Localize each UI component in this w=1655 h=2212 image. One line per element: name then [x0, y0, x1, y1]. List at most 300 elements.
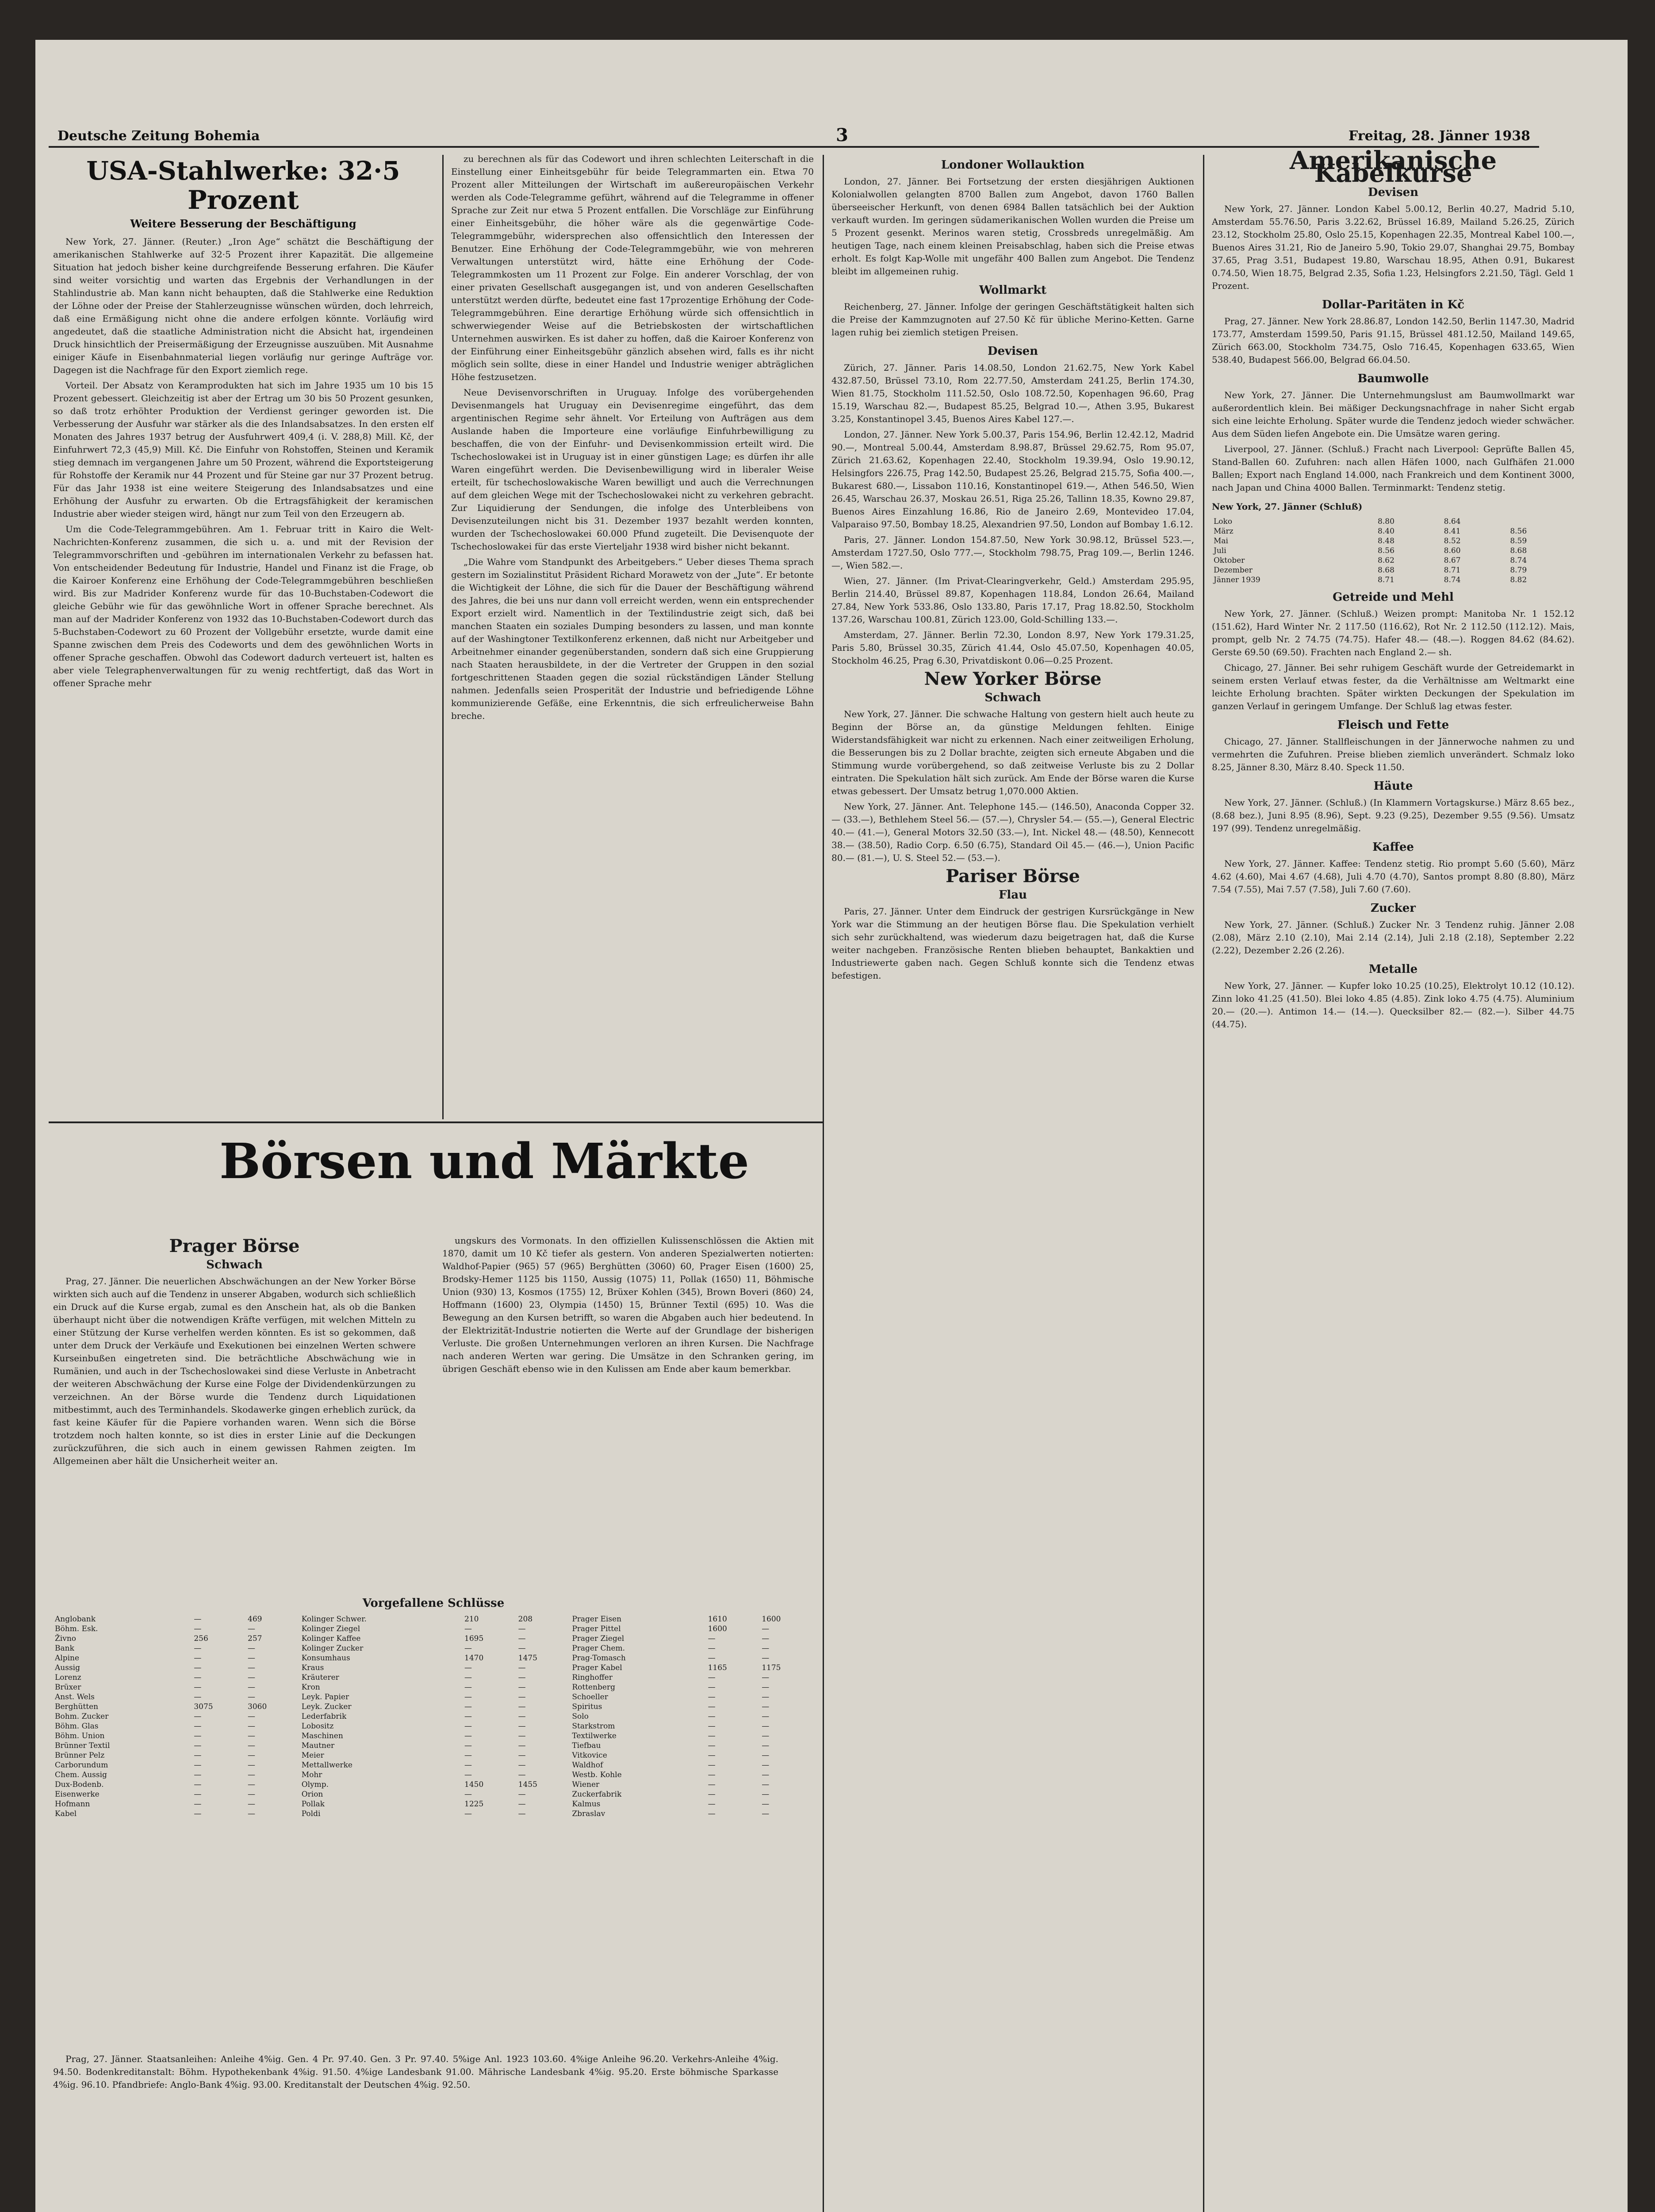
table-cell: — — [518, 1732, 526, 1740]
table-cell: — — [708, 1673, 716, 1682]
table-cell: — — [194, 1809, 202, 1818]
table-cell: — — [762, 1761, 770, 1770]
table-cell: — — [708, 1770, 716, 1779]
article-paragraph: Chicago, 27. Jänner. Stallfleischungen in der Jännerwoche nahmen zu und vermehrten die Zufuhren. Preise blieben ziemlich unverändert. Schmalz loko 8.25, Jänner 8.30, März 8.40. Speck 11.50. — [1212, 736, 1575, 772]
article-paragraph: New York, 27. Jänner. Kaffee: Tendenz stetig. Rio prompt 5.60 (5.60), März 4.62 (4.60), Mai 4.67 (4.68), Juli 4.70 (4.70), Santos prompt 8.80 (8.80), März 7.54 (7.55), Mai 7.57 (7.58), Juli 7.60 (7.60). — [1212, 858, 1575, 895]
table-cell: — — [248, 1644, 256, 1653]
table-cell: Kolinger Kaffee — [301, 1634, 361, 1643]
page-number: 3 — [836, 125, 848, 146]
table-cell: — — [194, 1683, 202, 1692]
table-cell: 1470 — [464, 1654, 484, 1663]
table-cell: Konsumhaus — [301, 1654, 350, 1663]
table-cell: Bank — [55, 1644, 74, 1653]
table-cell: 8.60 — [1444, 546, 1461, 555]
table-cell: Prager Eisen — [572, 1615, 622, 1624]
table-row — [53, 1790, 814, 1799]
table-cell: Leyk. Zucker — [301, 1702, 352, 1711]
hides-title: Häute — [1373, 780, 1413, 793]
cotton-table-title: New York, 27. Jänner (Schluß) — [1212, 501, 1363, 512]
table-cell: — — [708, 1751, 716, 1760]
table-cell: 8.74 — [1444, 576, 1461, 584]
table-cell: Oktober — [1214, 556, 1245, 565]
prague-exchange-title: Prager Börse — [169, 1236, 300, 1256]
article-paragraph: London, 27. Jänner. Bei Fortsetzung der ersten diesjährigen Auktionen Kolonialwollen gelangten 8700 Ballen zum Angebot, davon 1760 Ballen überseeischer Herkunft, von denen 6984 Ballen tatsächlich bei der Auktion verkauft wurden. Im geringen südamerikanischen Wollen wurden die Preise um 5 Prozent gesenkt. Merinos waren stetig, Crossbreds unregelmäßig. Am heutigen Tage, nach einem kleinen Preisabschlag, haben sich die Preise etwas erholt. Es folgt Kap-Wolle mit ungefähr 400 Ballen zum Angebot. Die Tendenz bleibt im allgemeinen ruhig. — [831, 176, 1194, 276]
table-cell: 8.52 — [1444, 537, 1461, 545]
table-row — [53, 1770, 814, 1780]
table-cell: Böhm. Esk. — [55, 1624, 98, 1633]
table-cell: — — [518, 1702, 526, 1711]
table-cell: — — [708, 1693, 716, 1701]
table-cell: — — [708, 1732, 716, 1740]
table-cell: — — [248, 1654, 256, 1663]
table-cell: Maschinen — [301, 1732, 343, 1740]
table-cell: — — [708, 1741, 716, 1750]
table-cell: — — [248, 1683, 256, 1692]
section-rule — [49, 1121, 823, 1123]
table-cell: — — [518, 1673, 526, 1682]
table-cell: — — [518, 1809, 526, 1818]
table-cell: 8.59 — [1510, 537, 1527, 545]
table-cell: — — [464, 1770, 472, 1779]
article-paragraph: Paris, 27. Jänner. London 154.87.50, New York 30.98.12, Brüssel 523.—, Amsterdam 1727.50, Oslo 777.—, Stockholm 798.75, Prag 109.—, Berlin 1246.—, Wien 582.—. — [831, 534, 1194, 571]
table-cell: 8.79 — [1510, 566, 1527, 575]
table-row — [53, 1741, 814, 1751]
table-cell: 8.71 — [1378, 576, 1394, 584]
paris-exchange-tendency: Flau — [998, 888, 1027, 902]
table-cell: — — [518, 1761, 526, 1770]
table-cell: Vitkovice — [572, 1751, 607, 1760]
table-cell: Brünner Pelz — [55, 1751, 105, 1760]
table-cell: Wiener — [572, 1780, 600, 1789]
closed-quotes-table — [53, 1614, 814, 1819]
table-cell: — — [708, 1654, 716, 1663]
table-row — [53, 1702, 814, 1712]
table-cell: — — [248, 1800, 256, 1809]
article-paragraph: Wien, 27. Jänner. (Im Privat-Clearingverkehr, Geld.) Amsterdam 295.95, Berlin 214.40, Brüssel 89.87, Kopenhagen 118.84, London 26.64, Mailand 27.84, New York 533.86, Oslo 133.80, Paris 17.17, Prag 18.82.50, Stockholm 137.26, Warschau 100.81, Zürich 123.00, Gold-Schilling 133.—. — [831, 576, 1194, 625]
table-cell: — — [194, 1663, 202, 1672]
table-cell: Prager Chem. — [572, 1644, 625, 1653]
closed-quotes-block — [53, 1593, 814, 1819]
table-row — [53, 1712, 814, 1721]
table-cell: Kolinger Schwer. — [301, 1615, 367, 1624]
table-cell: — — [762, 1634, 770, 1643]
table-cell: — — [518, 1712, 526, 1721]
issue-date: Freitag, 28. Jänner 1938 — [1349, 128, 1530, 144]
table-cell: 1600 — [762, 1615, 781, 1624]
table-cell: Prag-Tomasch — [572, 1654, 626, 1663]
table-cell: — — [762, 1800, 770, 1809]
coffee-title: Kaffee — [1372, 841, 1414, 854]
table-cell: — — [518, 1751, 526, 1760]
table-cell: 208 — [518, 1615, 533, 1624]
table-cell: Starkstrom — [572, 1722, 615, 1731]
dollar-parity-title: Dollar-Paritäten in Kč — [1322, 298, 1464, 311]
table-cell: — — [708, 1722, 716, 1731]
table-cell: — — [248, 1751, 256, 1760]
article-paragraph: New York, 27. Jänner. Die schwache Haltung von gestern hielt auch heute zu Beginn der Börse an, da günstige Meldungen fehlten. Einige Widerstandsfähigkeit war nicht zu erkennen. Nach einer zeitweiligen Erholung, die Besserungen bis zu 2 Dollar brachte, zeigten sich erneute Abgaben und die Stimmung wurde vorübergehend, so daß zeitweise Verluste bis zu 2 Dollar eintraten. Die Spekulation hält sich zurück. Am Ende der Börse waren die Kurse etwas gebessert. Der Umsatz betrug 1,070.000 Aktien. — [831, 709, 1194, 796]
table-cell: — — [464, 1741, 472, 1750]
table-row — [1212, 517, 1575, 526]
table-cell: — — [762, 1683, 770, 1692]
table-cell: Anglobank — [55, 1615, 96, 1624]
article-paragraph: zu berechnen als für das Codewort und ihren schlechten Leiterschaft in die Einstellung einer Einheitsgebühr für beide Telegrammarten ein. Etwa 70 Prozent aller Mitteilungen der Wirtschaft im außereuropäischen Verkehr werden als Code-Telegramme geführt, während auf die Telegramme in offener Sprache zur Zeit nur etwa 5 Prozent entfallen. Die Vorschläge zur Einführung einer Einheitsgebühr, die höher wäre als die gegenwärtige Code-Telegrammgebühr, widersprechen also offensichtlich den Interessen der Benutzer. Eine Erhöhung der Code-Telegrammgebühr, wie von mehreren Verwaltungen unterstützt wird, hätte eine Erhöhung der Code-Telegrammkosten um 11 Prozent zur Folge. Ein anderer Vorschlag, der von einer privaten Gesellschaft ausgegangen ist, und von anderen Gesellschaften unterstützt werden dürfte, bedeutet eine fast 17prozentige Erhöhung der Code-Telegrammgebühren. Eine derartige Erhöhung würde sich offensichtlich in schwerwiegender Weise auf die Betriebskosten der wirtschaftlichen Unternehmen auswirken. Es ist daher zu hoffen, daß die Kairoer Konferenz von der Einführung einer Einheitsgebühr gänzlich absehen wird, falls es ihr nicht möglich sein sollte, diese in einer Handel und Industrie weniger abträglichen Höhe festzusetzen. — [451, 154, 814, 382]
table-cell: — — [762, 1780, 770, 1789]
table-cell: Poldi — [301, 1809, 321, 1818]
table-cell: — — [518, 1634, 526, 1643]
table-cell: — — [194, 1693, 202, 1701]
table-cell: Böhm. Union — [55, 1732, 105, 1740]
table-cell: Lorenz — [55, 1673, 81, 1682]
column-rule — [823, 155, 824, 2212]
table-row — [53, 1653, 814, 1663]
column-code-telegrams — [451, 153, 814, 725]
newspaper-name: Deutsche Zeitung Bohemia — [57, 128, 260, 144]
table-cell: 257 — [248, 1634, 262, 1643]
table-cell: — — [464, 1683, 472, 1692]
table-cell: — — [194, 1732, 202, 1740]
article-paragraph: New York, 27. Jänner. (Schluß.) (In Klammern Vortagskurse.) März 8.65 bez., (8.68 bez.), Juni 8.95 (8.96), Sept. 9.23 (9.25), Dezember 9.55 (9.56). Umsatz 197 (99). Tendenz unregelmäßig. — [1212, 797, 1575, 833]
table-cell: 8.56 — [1510, 527, 1527, 536]
table-cell: Mautner — [301, 1741, 335, 1750]
table-cell: — — [248, 1693, 256, 1701]
table-cell: 8.74 — [1510, 556, 1527, 565]
table-cell: Hofmann — [55, 1800, 90, 1809]
table-cell: Schoeller — [572, 1693, 608, 1701]
article-paragraph: London, 27. Jänner. New York 5.00.37, Paris 154.96, Berlin 12.42.12, Madrid 90.—, Montreal 5.00.44, Amsterdam 8.98.87, Brüssel 29.62.75, Rom 95.07, Zürich 21.63.62, Kopenhagen 22.40, Stockholm 19.39.94, Oslo 19.90.12, Helsingfors 226.75, Prag 142.50, Budapest 25.26, Belgrad 215.75, Sofia 400.—, Bukarest 680.—, Lissabon 110.16, Konstantinopel 619.—, Athen 546.50, Wien 26.45, Warschau 26.37, Moskau 26.51, Riga 25.26, Tallinn 18.35, Kowno 29.87, Buenos Aires Einzahlung 16.86, Rio de Janeiro 2.69, Montevideo 17.04, Valparaiso 97.50, Bombay 18.25, Alexandrien 97.50, London auf Bombay 1.6.12. — [831, 429, 1194, 530]
table-row — [53, 1751, 814, 1760]
table-cell: 8.71 — [1444, 566, 1461, 575]
table-cell: — — [248, 1673, 256, 1682]
table-cell: Brünner Textil — [55, 1741, 110, 1750]
table-cell: — — [518, 1693, 526, 1701]
table-cell: — — [248, 1732, 256, 1740]
column-rule — [1203, 155, 1204, 2212]
table-cell: — — [708, 1634, 716, 1643]
column-american-cables — [1212, 146, 1575, 1033]
article-headline: USA-Stahlwerke: 32·5 Prozent — [86, 156, 400, 215]
table-cell: 8.41 — [1444, 527, 1461, 536]
american-cables-title: Amerikanische Kabelkurse — [1289, 146, 1497, 188]
table-cell: — — [708, 1702, 716, 1711]
article-paragraph: Paris, 27. Jänner. Unter dem Eindruck der gestrigen Kursrückgänge in New York war die Stimmung an der heutigen Börse flau. Die Spekulation verhielt sich sehr zurückhaltend, was wiederum dazu beigetragen hat, daß die Kurse weiter nachgeben. Französische Renten blieben behauptet, Bankaktien und Industriewerte gaben nach. Gegen Schluß konnte sich die Tendenz etwas befestigen. — [831, 906, 1194, 981]
table-cell: 1165 — [708, 1663, 727, 1672]
table-cell: — — [194, 1800, 202, 1809]
table-row — [1212, 565, 1575, 575]
table-cell: Aussig — [55, 1663, 80, 1672]
table-cell: Eisenwerke — [55, 1790, 100, 1799]
table-cell: — — [194, 1761, 202, 1770]
table-cell: — — [518, 1663, 526, 1672]
table-row — [53, 1644, 814, 1653]
table-cell: Loko — [1214, 517, 1233, 526]
prague-exchange-right — [442, 1234, 814, 1378]
table-cell: Prager Ziegel — [572, 1634, 624, 1643]
wool-title: Wollmarkt — [979, 284, 1047, 297]
article-paragraph: Prag, 27. Jänner. Staatsanleihen: Anleihe 4%ig. Gen. 4 Pr. 97.40. Gen. 3 Pr. 97.40. 5%ige Anl. 1923 103.60. 4%ige Anleihe 96.20. Verkehrs-Anleihe 4%ig. 94.50. Bodenkreditanstalt: Böhm. Hypothekenbank 4%ig. 91.50. 4%ige Landesbank 91.00. Mährische Landesbank 4%ig. 95.20. Erste böhmische Sparkasse 4%ig. 96.10. Pfandbriefe: Anglo-Bank 4%ig. 93.00. Kreditanstalt der Deutschen 4%ig. 92.50. — [53, 2054, 778, 2090]
table-cell: Waldhof — [572, 1761, 603, 1770]
table-row — [53, 1673, 814, 1682]
table-cell: — — [464, 1702, 472, 1711]
table-cell: Kolinger Zucker — [301, 1644, 364, 1653]
table-cell: — — [762, 1644, 770, 1653]
table-cell: — — [248, 1809, 256, 1818]
table-cell: 210 — [464, 1615, 479, 1624]
table-cell: Böhm. Glas — [55, 1722, 99, 1731]
table-cell: — — [194, 1624, 202, 1633]
table-cell: — — [248, 1663, 256, 1672]
table-cell: Mettallwerke — [301, 1761, 352, 1770]
table-cell: — — [194, 1673, 202, 1682]
table-cell: — — [708, 1761, 716, 1770]
article-paragraph: Neue Devisenvorschriften in Uruguay. Infolge des vorübergehenden Devisenmangels hat Uruguay ein Devisenregime eingeführt, das dem argentinischen Regime sehr ähnelt. Vor Erteilung von Aufträgen aus dem Auslande haben die Importeure eine vorläufige Einfuhrbewilligung zu beschaffen, die von der Einfuhr- und Devisenkommission erteilt wird. Die Tschechoslowakei ist in Uruguay ist in einer günstigen Lage; es dürfen ihr alle Waren eingeführt werden. Die Devisenbewilligung wird in liberaler Weise erteilt, für tschechoslowakische Waren bewilligt und auch die Verrechnungen auf dem gleichen Wege mit der Tschechoslowakei nicht zu verkehren gebracht. Zur Liquidierung der Sendungen, die infolge des Unterbleibens von Devisenzuteilungen nicht bis 31. Dezember 1937 bezahlt werden konnten, wurden der Tschechoslowakei 60.000 Pfund zugeteilt. Die Devisenquote der Tschechoslowakei für das erste Vierteljahr 1938 wird bisher nicht bekannt. — [451, 387, 814, 552]
table-row — [53, 1721, 814, 1731]
table-cell: 1175 — [762, 1663, 781, 1672]
table-cell: Kolinger Ziegel — [301, 1624, 360, 1633]
table-cell: — — [518, 1741, 526, 1750]
table-row — [53, 1809, 814, 1819]
table-cell: — — [464, 1624, 472, 1633]
table-cell: 8.48 — [1378, 537, 1394, 545]
table-row — [53, 1682, 814, 1692]
table-cell: — — [464, 1722, 472, 1731]
table-cell: Alpine — [55, 1654, 80, 1663]
table-cell: — — [518, 1770, 526, 1779]
table-cell: — — [194, 1790, 202, 1799]
page-header — [49, 125, 1539, 148]
table-row — [1212, 575, 1575, 585]
table-cell: — — [518, 1624, 526, 1633]
table-cell: — — [464, 1663, 472, 1672]
article-paragraph: Prag, 27. Jänner. Die neuerlichen Abschwächungen an der New Yorker Börse wirkten sich auch auf die Tendenz in unserer Abgaben, wodurch sich schließlich ein Druck auf die Kurse ergab, zumal es den Anschein hat, als ob die Banken überhaupt nicht über die notwendigen Kräfte verfügen, mit welchen Mitteln zu einer Stützung der Kurse verhelfen werden könnten. Es ist so gekommen, daß unter dem Druck der Verkäufe und Exekutionen bei einzelnen Werten schwere Kurseinbußen eingetreten sind. Die beträchtliche Abschwächung wie in Rumänien, und auch in der Tschechoslowakei sind diese Verluste in Anbetracht der weiteren Abschwächung der Kurse eine Folge der Dividendenkürzungen zu verzeichnen. An der Börse wurde die Tendenz durch Liquidationen mitbestimmt, auch des Terminhandels. Skodawerke gingen erheblich zurück, da fast keine Käufer für die Papiere vorhanden waren. Wenn sich die Börse trotzdem noch halten konnte, so ist dies in erster Linie auf die Deckungen zurückzuführen, die sich auch in einem gewissen Rahmen zeigten. Im Allgemeinen aber hält die Unsicherheit weiter an. — [53, 1276, 416, 1466]
table-cell: Ringhoffer — [572, 1673, 613, 1682]
table-cell: — — [194, 1615, 202, 1624]
table-cell: 8.68 — [1378, 566, 1394, 575]
table-row — [53, 1731, 814, 1741]
table-cell: Dux-Bodenb. — [55, 1780, 104, 1789]
table-cell: — — [762, 1702, 770, 1711]
table-cell: Mohr — [301, 1770, 322, 1779]
table-cell: Kräuterer — [301, 1673, 339, 1682]
table-cell: 8.62 — [1378, 556, 1394, 565]
table-cell: — — [708, 1780, 716, 1789]
article-paragraph: Um die Code-Telegrammgebühren. Am 1. Februar tritt in Kairo die Welt-Nachrichten-Konferenz zusammen, die sich u. a. und mit der Revision der Telegrammvorschriften und -gebühren im internationalen Verkehr zu befassen hat. Von entscheidender Bedeutung für Industrie, Handel und Finanz ist die Frage, ob die Kairoer Konferenz eine Erhöhung der Code-Telegrammgebühren beschließen wird. Bis zur Madrider Konferenz wurde für das 10-Buchstaben-Codewort die gleiche Gebühr wie für das gewöhnliche Wort in offener Sprache berechnet. Als man auf der Madrider Konferenz von 1932 das 10-Buchstaben-Codewort durch das 5-Buchstaben-Codewort zu 60 Prozent der Vollgebühr ersetzte, wurde damit eine Spanne zwischen dem Preis des Codeworts und dem des gewöhnlichen Worts in offener Sprache geschaffen. Obwohl das Codewort dadurch verteuert ist, halten es aber viele Telegraphenverwaltungen für zu wenig rechtfertigt, daß das Wort in offener Sprache mehr — [53, 524, 433, 688]
table-row — [53, 1760, 814, 1770]
table-cell: Orion — [301, 1790, 323, 1799]
table-cell: — — [464, 1790, 472, 1799]
table-cell: 8.64 — [1444, 517, 1461, 526]
table-row — [53, 1614, 814, 1624]
table-cell: Berghütten — [55, 1702, 99, 1711]
table-cell: Brüxer — [55, 1683, 81, 1692]
table-cell: Lederfabrik — [301, 1712, 347, 1721]
article-subheadline: Weitere Besserung der Beschäftigung — [130, 217, 356, 230]
table-cell: 256 — [194, 1634, 208, 1643]
devisen-title: Devisen — [1368, 186, 1419, 199]
table-cell: 1225 — [464, 1800, 484, 1809]
table-cell: 8.68 — [1510, 546, 1527, 555]
table-cell: 1600 — [708, 1624, 727, 1633]
article-paragraph: Vorteil. Der Absatz von Keramprodukten hat sich im Jahre 1935 um 10 bis 15 Prozent gebessert. Gleichzeitig ist aber der Ertrag um 30 bis 50 Prozent gesunken, so daß trotz erhöhter Produktion der Verdienst geringer geworden ist. Die Verbesserung der Ausfuhr war stärker als die des Inlandsabsatzes. In den ersten elf Monaten des Jahres 1937 betrug der Ausfuhrwert 409,4 (i. V. 288,8) Mill. Kč, der Einfuhrwert 72,3 (45,9) Mill. Kč. Die Einfuhr von Rohstoffen, Steinen und Keramik stieg demnach im vergangenen Jahre um 50 Prozent, während die Exportsteigerung für Rohstoffe der Keramik nur 44 Prozent und für Steine gar nur 37 Prozent betrug. Für das Jahr 1938 ist eine weitere Steigerung des Inlandsabsatzes und eine Erhöhung der Ausfuhr zu erwarten. Ob die Ertragsfähigkeit der keramischen Industrie aber wieder steigen wird, hängt nur zum Teil von den Erzeugern ab. — [53, 380, 433, 519]
table-row — [53, 1624, 814, 1634]
section-headline: Börsen und Märkte — [219, 1133, 749, 1190]
ny-exchange-title: New Yorker Börse — [924, 668, 1102, 689]
table-cell: Prager Kabel — [572, 1663, 622, 1672]
table-row — [1212, 536, 1575, 546]
table-cell: Kraus — [301, 1663, 324, 1672]
table-cell: — — [762, 1654, 770, 1663]
table-cell: — — [762, 1673, 770, 1682]
column-usa-steel — [53, 153, 433, 692]
devisen-title: Devisen — [987, 345, 1038, 358]
grain-title: Getreide und Mehl — [1333, 591, 1454, 604]
prague-exchange-tendency: Schwach — [206, 1258, 263, 1271]
table-cell: — — [708, 1809, 716, 1818]
table-row — [1212, 526, 1575, 536]
table-cell: — — [762, 1712, 770, 1721]
table-cell: — — [248, 1741, 256, 1750]
table-cell: — — [464, 1751, 472, 1760]
table-cell: — — [708, 1644, 716, 1653]
table-cell: — — [762, 1790, 770, 1799]
table-cell: — — [248, 1722, 256, 1731]
table-cell: Lobositz — [301, 1722, 334, 1731]
table-cell: 3075 — [194, 1702, 213, 1711]
article-paragraph: New York, 27. Jänner. (Schluß.) Zucker Nr. 3 Tendenz ruhig. Jänner 2.08 (2.08), März 2.10 (2.10), Mai 2.14 (2.14), Juli 2.18 (2.18), September 2.22 (2.22), Dezember 2.26 (2.26). — [1212, 919, 1575, 956]
table-cell: — — [464, 1644, 472, 1653]
table-cell: — — [762, 1693, 770, 1701]
article-paragraph: New York, 27. Jänner. (Reuter.) „Iron Age“ schätzt die Beschäftigung der amerikanischen Stahlwerke auf 32·5 Prozent ihrer Kapazität. Die allgemeine Situation hat jedoch bisher keine durchgreifende Besserung erfahren. Die Käufer sind weiter vorsichtig und warten das Ergebnis der Verhandlungen in der Stahlindustrie ab. Man kann nicht behaupten, daß die Stahlwerke eine Reduktion der Löhne oder der Preise der Stahlerzeugnisse wünschen würden, doch lehrreich, daß eine Ermäßigung nicht ohne die andere erfolgen könnte. Vorläufig wird angedeutet, daß die staatliche Administration nicht die Absicht hat, irgendeinen Druck hinsichtlich der Preisermäßigung der Erzeugnisse auszuüben. Mit Ausnahme einiger Käufe in Eisenbahnmaterial liegen vorläufig nur geringe Aufträge vor. Dagegen ist die Nachfrage für den Export ziemlich rege. — [53, 236, 433, 375]
table-cell: 1610 — [708, 1615, 727, 1624]
table-cell: Westb. Kohle — [572, 1770, 622, 1779]
table-cell: Kabel — [55, 1809, 77, 1818]
article-paragraph: Liverpool, 27. Jänner. (Schluß.) Fracht nach Liverpool: Geprüfte Ballen 45, Stand-Ballen 60. Zufuhren: nach allen Häfen 1000, nach Gulfhäfen 21.000 Ballen; Export nach England 14.000, nach Frankreich und dem Kontinent 3000, nach Japan und China 4000 Ballen. Terminmarkt: Tendenz stetig. — [1212, 444, 1575, 493]
table-cell: — — [464, 1712, 472, 1721]
table-row — [53, 1663, 814, 1673]
table-cell: — — [248, 1780, 256, 1789]
table-row — [1212, 546, 1575, 556]
table-cell: — — [518, 1644, 526, 1653]
table-cell: Jänner 1939 — [1214, 576, 1260, 584]
table-cell: 1695 — [464, 1634, 484, 1643]
table-cell: — — [464, 1693, 472, 1701]
table-cell: Tiefbau — [572, 1741, 601, 1750]
table-cell: — — [762, 1741, 770, 1750]
table-cell: Solo — [572, 1712, 589, 1721]
table-cell: Prager Pittel — [572, 1624, 621, 1633]
article-paragraph: Amsterdam, 27. Jänner. Berlin 72.30, London 8.97, New York 179.31.25, Paris 5.80, Brüssel 30.35, Zürich 41.44, Oslo 45.07.50, Kopenhagen 40.05, Stockholm 46.25, Prag 6.30, Privatdiskont 0.06—0.25 Prozent. — [831, 630, 1194, 666]
london-wool-title: Londoner Wollauktion — [941, 158, 1085, 172]
table-cell: — — [762, 1732, 770, 1740]
table-cell: Anst. Wels — [55, 1693, 95, 1701]
table-cell: — — [518, 1722, 526, 1731]
state-loans-block — [53, 2053, 778, 2091]
table-cell: — — [194, 1712, 202, 1721]
table-cell: Carborundum — [55, 1761, 108, 1770]
article-paragraph: Reichenberg, 27. Jänner. Infolge der geringen Geschäftstätigkeit halten sich die Preise der Kammzugnoten auf 27.50 Kč für übliche Merino-Ketten. Garne lagen ruhig bei ziemlich stetigen Preisen. — [831, 301, 1194, 338]
table-cell: Pollak — [301, 1800, 325, 1809]
column-exchanges — [831, 153, 1194, 985]
meat-title: Fleisch und Fette — [1337, 718, 1449, 732]
table-cell: Chem. Aussig — [55, 1770, 107, 1779]
table-cell: 8.82 — [1510, 576, 1527, 584]
table-row — [53, 1634, 814, 1644]
table-cell: März — [1214, 527, 1234, 536]
sugar-title: Zucker — [1371, 902, 1416, 915]
article-paragraph: „Die Wahre vom Standpunkt des Arbeitgebers.“ Ueber dieses Thema sprach gestern im Sozialinstitut Präsident Richard Morawetz von der „Jute“. Er betonte die Wichtigkeit der Löhne, die sich für die Dauer der Beschäftigung während des Jahres, die bei uns nur dann voll erreicht werden, wenn ein entsprechender Export erzielt wird. Namentlich in der Textilindustrie zeigt sich, daß bei manchen Staaten ein soziales Dumping besonders zu lassen, und man konnte auf der Washingtoner Textilkonferenz erkennen, daß nicht nur Arbeitgeber und Arbeitnehmer einander gegenüberstanden, sondern daß sich eine Gruppierung nach Staaten herausbildete, in der die Vertreter der Gruppen in den sozial fortgeschrittenen Staaden gegen die sozial rückständigen Länder Stellung nahmen. Jedenfalls seien Prosperität der Industrie und befriedigende Löhne kommunizierende Gefäße, eine Erkenntnis, die sich erfreulicherweise Bahn breche. — [451, 557, 814, 721]
table-cell: — — [518, 1683, 526, 1692]
table-cell: 8.40 — [1378, 527, 1394, 536]
table-row — [53, 1799, 814, 1809]
table-cell: — — [248, 1790, 256, 1799]
closed-quotes-title: Vorgefallene Schlüsse — [362, 1597, 505, 1610]
table-cell: 1455 — [518, 1780, 537, 1789]
metals-title: Metalle — [1368, 963, 1418, 976]
table-cell: — — [762, 1809, 770, 1818]
table-row — [1212, 556, 1575, 565]
article-paragraph: New York, 27. Jänner. (Schluß.) Weizen prompt: Manitoba Nr. 1 152.12 (151.62), Hard Winter Nr. 2 117.50 (116.62), Rot Nr. 2 112.50 (112.12). Mais, prompt, gelb Nr. 2 74.75 (74.75). Hafer 48.— (48.—). Roggen 84.62 (84.62). Gerste 69.50 (69.50). Frachten nach England 2.— sh. — [1212, 608, 1575, 657]
table-cell: — — [248, 1712, 256, 1721]
table-cell: 1475 — [518, 1654, 537, 1663]
table-cell: Leyk. Papier — [301, 1693, 349, 1701]
table-cell: — — [708, 1712, 716, 1721]
prague-exchange-left — [53, 1234, 416, 1470]
table-cell: — — [194, 1780, 202, 1789]
table-cell: — — [464, 1761, 472, 1770]
table-row — [53, 1692, 814, 1702]
table-cell: Kron — [301, 1683, 320, 1692]
table-cell: Rottenberg — [572, 1683, 616, 1692]
table-cell: Kalmus — [572, 1800, 601, 1809]
table-row — [53, 1780, 814, 1790]
table-cell: — — [248, 1761, 256, 1770]
table-cell: — — [708, 1790, 716, 1799]
table-cell: 8.67 — [1444, 556, 1461, 565]
table-cell: — — [518, 1790, 526, 1799]
article-paragraph: New York, 27. Jänner. — Kupfer loko 10.25 (10.25), Elektrolyt 10.12 (10.12). Zinn loko 41.25 (41.50). Blei loko 4.85 (4.85). Zink loko 4.75 (4.75). Aluminium 20.— (20.—). Antimon 14.— (14.—). Quecksilber 82.— (82.—). Silber 44.75 (44.75). — [1212, 980, 1575, 1029]
table-cell: — — [464, 1732, 472, 1740]
column-rule — [442, 155, 444, 1119]
article-paragraph: New York, 27. Jänner. Ant. Telephone 145.— (146.50), Anaconda Copper 32.— (33.—), Bethlehem Steel 56.— (57.—), Chrysler 54.— (55.—), General Electric 40.— (41.—), General Motors 32.50 (33.—), Int. Nickel 48.— (48.50), Kennecott 38.— (38.50), Radio Corp. 6.50 (6.75), Standard Oil 45.— (46.—), Union Pacific 80.— (81.—), U. S. Steel 52.— (53.—). — [831, 801, 1194, 863]
table-cell: 3060 — [248, 1702, 267, 1711]
paris-exchange-title: Pariser Börse — [946, 866, 1080, 887]
table-cell: — — [762, 1624, 770, 1633]
table-cell: Bohm. Zucker — [55, 1712, 109, 1721]
table-cell: — — [708, 1800, 716, 1809]
table-cell: Zbraslav — [572, 1809, 605, 1818]
article-paragraph: New York, 27. Jänner. Die Unternehmungslust am Baumwollmarkt war außerordentlich klein. Bei mäßiger Deckungsnachfrage in naher Sicht ergab sich eine leichte Erholung. Später wurde die Tendenz jedoch wieder schwächer. Aus dem Süden liefen Angebote ein. Die Umsätze waren gering. — [1212, 390, 1575, 439]
table-cell: Meier — [301, 1751, 324, 1760]
ny-exchange-tendency: Schwach — [985, 691, 1041, 704]
table-cell: Textilwerke — [572, 1732, 617, 1740]
article-paragraph: ungskurs des Vormonats. In den offiziellen Kulissenschlössen die Aktien mit 1870, damit um 10 Kč tiefer als gestern. Von anderen Spezialwerten notierten: Waldhof-Papier (965) 57 (965) Berghütten (3060) 60, Prager Eisen (1600) 25, Brodsky-Hemer 1125 bis 1150, Aussig (1075) 11, Pollak (1650) 11, Böhmische Union (930) 13, Kosmos (1755) 12, Brüxer Kohlen (345), Brown Boveri (860) 24, Hoffmann (1600) 23, Olympia (1450) 15, Brünner Textil (695) 10. Was die Bewegung an den Kursen betrifft, so waren die Abgaben auch hier bedeutend. In der Elektrizität-Industrie notierten die Werte auf der Grundlage der bisherigen Verluste. Die großen Unternehmungen verloren an ihren Kursen. Die Nachfrage nach anderen Werten war gering. Die Umsätze in den Schranken gering, im übrigen Geschäft ebenso wie in den Kulissen am Ende aber kaum bemerkbar. — [442, 1235, 814, 1374]
table-cell: 8.56 — [1378, 546, 1394, 555]
table-cell: — — [464, 1673, 472, 1682]
cotton-title: Baumwolle — [1357, 372, 1429, 385]
table-cell: Mai — [1214, 537, 1228, 545]
table-cell: — — [248, 1770, 256, 1779]
table-cell: — — [762, 1722, 770, 1731]
cotton-table — [1212, 517, 1575, 585]
table-cell: Juli — [1214, 546, 1226, 555]
table-cell: — — [194, 1722, 202, 1731]
table-cell: — — [194, 1770, 202, 1779]
table-cell: Živno — [55, 1634, 77, 1643]
table-cell: — — [464, 1809, 472, 1818]
table-cell: — — [194, 1654, 202, 1663]
table-cell: Dezember — [1214, 566, 1253, 575]
table-cell: 8.80 — [1378, 517, 1394, 526]
table-cell: — — [194, 1741, 202, 1750]
